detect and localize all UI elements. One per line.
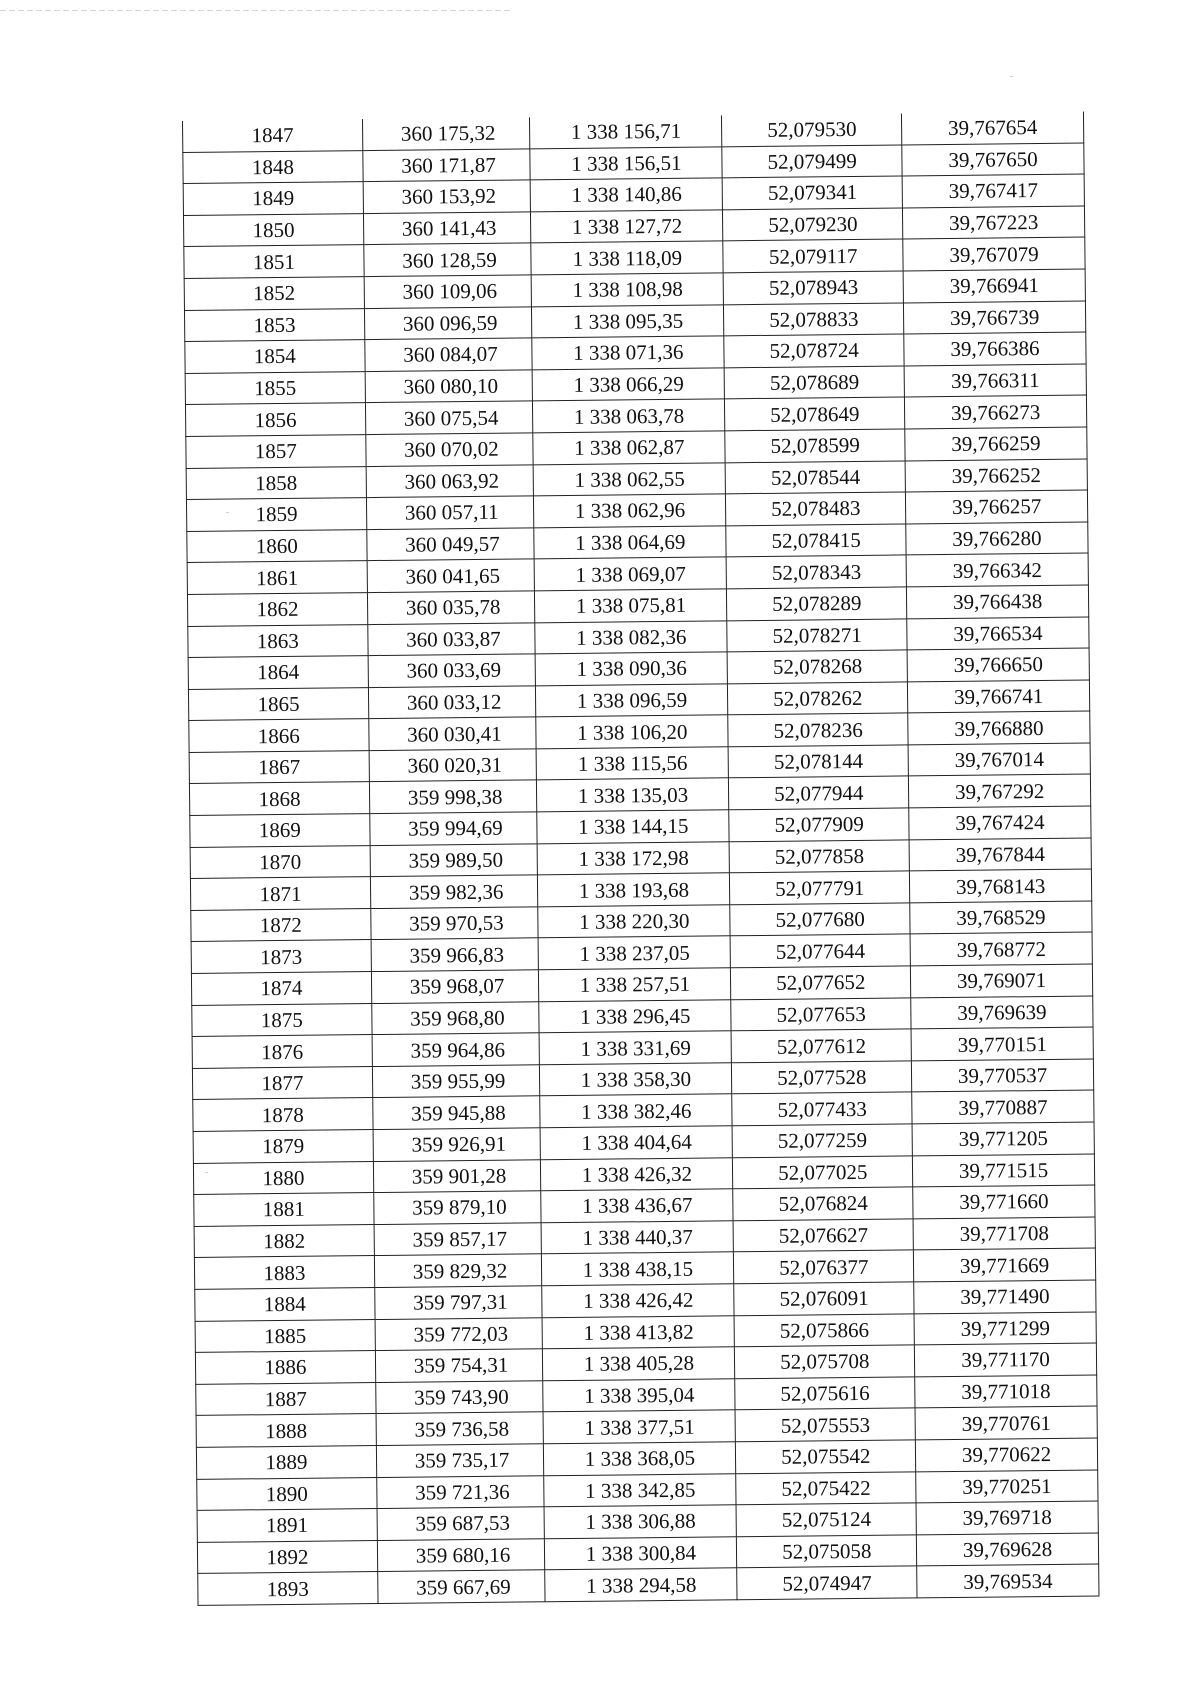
point-number-cell: 1874 bbox=[191, 972, 371, 1005]
latitude-cell: 52,077612 bbox=[731, 1029, 911, 1062]
point-number-cell: 1880 bbox=[193, 1161, 373, 1194]
x-coordinate-cell: 359 857,17 bbox=[374, 1223, 542, 1256]
y-coordinate-cell: 1 338 172,98 bbox=[538, 841, 730, 875]
latitude-cell: 52,078144 bbox=[728, 745, 908, 778]
longitude-cell: 39,766311 bbox=[904, 364, 1086, 397]
x-coordinate-cell: 360 049,57 bbox=[367, 528, 535, 561]
y-coordinate-cell: 1 338 257,51 bbox=[539, 968, 731, 1002]
x-coordinate-cell: 359 955,99 bbox=[372, 1065, 540, 1098]
x-coordinate-cell: 360 171,87 bbox=[363, 148, 531, 181]
longitude-cell: 39,771708 bbox=[913, 1217, 1095, 1250]
longitude-cell: 39,769639 bbox=[911, 996, 1093, 1029]
point-number-cell: 1851 bbox=[184, 245, 364, 278]
longitude-cell: 39,771515 bbox=[913, 1154, 1095, 1187]
longitude-cell: 39,766280 bbox=[906, 522, 1088, 555]
scan-speck bbox=[1010, 76, 1013, 77]
x-coordinate-cell: 359 982,36 bbox=[370, 875, 538, 908]
latitude-cell: 52,077653 bbox=[731, 998, 911, 1031]
point-number-cell: 1857 bbox=[186, 435, 366, 468]
latitude-cell: 52,075124 bbox=[736, 1503, 916, 1536]
point-number-cell: 1891 bbox=[197, 1509, 377, 1542]
y-coordinate-cell: 1 338 237,05 bbox=[539, 936, 731, 970]
longitude-cell: 39,771205 bbox=[912, 1122, 1094, 1155]
latitude-cell: 52,077644 bbox=[730, 934, 910, 967]
longitude-cell: 39,770151 bbox=[911, 1027, 1093, 1060]
point-number-cell: 1872 bbox=[191, 908, 371, 941]
x-coordinate-cell: 360 020,31 bbox=[369, 749, 537, 782]
x-coordinate-cell: 359 966,83 bbox=[371, 938, 539, 971]
latitude-cell: 52,079499 bbox=[722, 145, 902, 178]
longitude-cell: 39,771299 bbox=[914, 1312, 1096, 1345]
point-number-cell: 1855 bbox=[185, 371, 365, 404]
point-number-cell: 1881 bbox=[194, 1193, 374, 1226]
y-coordinate-cell: 1 338 300,84 bbox=[545, 1536, 737, 1570]
x-coordinate-cell: 359 680,16 bbox=[377, 1538, 545, 1571]
point-number-cell: 1848 bbox=[183, 150, 363, 183]
latitude-cell: 52,077259 bbox=[732, 1124, 912, 1157]
point-number-cell: 1870 bbox=[190, 845, 370, 878]
longitude-cell: 39,771660 bbox=[913, 1185, 1095, 1218]
latitude-cell: 52,077944 bbox=[729, 776, 909, 809]
latitude-cell: 52,079117 bbox=[723, 239, 903, 272]
longitude-cell: 39,767424 bbox=[909, 806, 1091, 839]
point-number-cell: 1886 bbox=[195, 1351, 375, 1384]
x-coordinate-cell: 360 153,92 bbox=[363, 180, 531, 213]
longitude-cell: 39,767223 bbox=[903, 206, 1085, 239]
longitude-cell: 39,771490 bbox=[914, 1280, 1096, 1313]
latitude-cell: 52,076091 bbox=[734, 1282, 914, 1315]
point-number-cell: 1883 bbox=[194, 1256, 374, 1289]
y-coordinate-cell: 1 338 066,29 bbox=[533, 368, 725, 402]
y-coordinate-cell: 1 338 426,42 bbox=[542, 1284, 734, 1318]
latitude-cell: 52,079230 bbox=[723, 208, 903, 241]
latitude-cell: 52,077652 bbox=[731, 966, 911, 999]
y-coordinate-cell: 1 338 220,30 bbox=[538, 905, 730, 939]
longitude-cell: 39,767654 bbox=[902, 112, 1084, 145]
latitude-cell: 52,077909 bbox=[729, 808, 909, 841]
x-coordinate-cell: 360 128,59 bbox=[364, 243, 532, 276]
longitude-cell: 39,767014 bbox=[908, 743, 1090, 776]
latitude-cell: 52,077858 bbox=[729, 840, 909, 873]
x-coordinate-cell: 360 033,69 bbox=[368, 654, 536, 687]
y-coordinate-cell: 1 338 062,87 bbox=[533, 431, 725, 465]
point-number-cell: 1850 bbox=[183, 213, 363, 246]
x-coordinate-cell: 359 964,86 bbox=[372, 1033, 540, 1066]
point-number-cell: 1854 bbox=[185, 340, 365, 373]
coordinates-table-body bbox=[182, 112, 1098, 1606]
x-coordinate-cell: 359 743,90 bbox=[375, 1381, 543, 1414]
longitude-cell: 39,767079 bbox=[903, 237, 1085, 270]
point-number-cell: 1853 bbox=[184, 308, 364, 341]
y-coordinate-cell: 1 338 071,36 bbox=[532, 336, 724, 370]
latitude-cell: 52,078544 bbox=[725, 460, 905, 493]
y-coordinate-cell: 1 338 095,35 bbox=[532, 304, 724, 338]
point-number-cell: 1868 bbox=[189, 782, 369, 815]
x-coordinate-cell: 359 879,10 bbox=[374, 1191, 542, 1224]
latitude-cell: 52,075866 bbox=[734, 1313, 914, 1346]
y-coordinate-cell: 1 338 108,98 bbox=[532, 273, 724, 307]
point-number-cell: 1856 bbox=[185, 403, 365, 436]
longitude-cell: 39,766739 bbox=[904, 301, 1086, 334]
x-coordinate-cell: 359 687,53 bbox=[377, 1507, 545, 1540]
longitude-cell: 39,771170 bbox=[914, 1343, 1096, 1376]
y-coordinate-cell: 1 338 062,55 bbox=[534, 462, 726, 496]
latitude-cell: 52,074947 bbox=[737, 1566, 917, 1599]
point-number-cell: 1861 bbox=[187, 561, 367, 594]
y-coordinate-cell: 1 338 440,37 bbox=[542, 1221, 734, 1255]
longitude-cell: 39,766257 bbox=[906, 490, 1088, 523]
latitude-cell: 52,078689 bbox=[724, 366, 904, 399]
point-number-cell: 1893 bbox=[198, 1572, 378, 1605]
latitude-cell: 52,079341 bbox=[722, 176, 902, 209]
y-coordinate-cell: 1 338 156,71 bbox=[530, 115, 722, 148]
latitude-cell: 52,076627 bbox=[733, 1219, 913, 1252]
y-coordinate-cell: 1 338 296,45 bbox=[539, 999, 731, 1033]
latitude-cell: 52,078415 bbox=[726, 524, 906, 557]
point-number-cell: 1879 bbox=[193, 1130, 373, 1163]
latitude-cell: 52,077528 bbox=[732, 1061, 912, 1094]
longitude-cell: 39,766438 bbox=[907, 585, 1089, 618]
x-coordinate-cell: 359 735,17 bbox=[376, 1444, 544, 1477]
latitude-cell: 52,076377 bbox=[734, 1250, 914, 1283]
longitude-cell: 39,768529 bbox=[910, 901, 1092, 934]
point-number-cell: 1875 bbox=[192, 1003, 372, 1036]
longitude-cell: 39,770537 bbox=[912, 1059, 1094, 1092]
y-coordinate-cell: 1 338 405,28 bbox=[543, 1347, 735, 1381]
latitude-cell: 52,075422 bbox=[736, 1471, 916, 1504]
x-coordinate-cell: 360 109,06 bbox=[364, 275, 532, 308]
x-coordinate-cell: 359 797,31 bbox=[375, 1286, 543, 1319]
point-number-cell: 1882 bbox=[194, 1224, 374, 1257]
latitude-cell: 52,078833 bbox=[724, 303, 904, 336]
y-coordinate-cell: 1 338 331,69 bbox=[540, 1031, 732, 1065]
point-number-cell: 1849 bbox=[183, 182, 363, 215]
latitude-cell: 52,078483 bbox=[726, 492, 906, 525]
point-number-cell: 1890 bbox=[197, 1477, 377, 1510]
y-coordinate-cell: 1 338 082,36 bbox=[535, 620, 727, 654]
x-coordinate-cell: 359 945,88 bbox=[373, 1096, 541, 1129]
y-coordinate-cell: 1 338 144,15 bbox=[537, 810, 729, 844]
y-coordinate-cell: 1 338 306,88 bbox=[544, 1505, 736, 1539]
latitude-cell: 52,078724 bbox=[724, 334, 904, 367]
x-coordinate-cell: 360 175,32 bbox=[362, 117, 530, 150]
longitude-cell: 39,769628 bbox=[916, 1533, 1098, 1566]
x-coordinate-cell: 359 994,69 bbox=[370, 812, 538, 845]
longitude-cell: 39,766534 bbox=[907, 617, 1089, 650]
latitude-cell: 52,078599 bbox=[725, 429, 905, 462]
longitude-cell: 39,766273 bbox=[905, 395, 1087, 428]
longitude-cell: 39,767292 bbox=[909, 774, 1091, 807]
longitude-cell: 39,767650 bbox=[902, 143, 1084, 176]
y-coordinate-cell: 1 338 294,58 bbox=[545, 1568, 737, 1602]
latitude-cell: 52,078236 bbox=[728, 713, 908, 746]
x-coordinate-cell: 360 084,07 bbox=[365, 338, 533, 371]
x-coordinate-cell: 360 033,12 bbox=[368, 686, 536, 719]
longitude-cell: 39,771669 bbox=[914, 1248, 1096, 1281]
y-coordinate-cell: 1 338 404,64 bbox=[541, 1126, 733, 1160]
longitude-cell: 39,766259 bbox=[905, 427, 1087, 460]
latitude-cell: 52,077433 bbox=[732, 1092, 912, 1125]
x-coordinate-cell: 359 968,07 bbox=[371, 970, 539, 1003]
x-coordinate-cell: 360 057,11 bbox=[366, 496, 534, 529]
point-number-cell: 1873 bbox=[191, 940, 371, 973]
x-coordinate-cell: 360 030,41 bbox=[369, 717, 537, 750]
y-coordinate-cell: 1 338 426,32 bbox=[541, 1157, 733, 1191]
y-coordinate-cell: 1 338 193,68 bbox=[538, 873, 730, 907]
y-coordinate-cell: 1 338 413,82 bbox=[543, 1315, 735, 1349]
y-coordinate-cell: 1 338 438,15 bbox=[542, 1252, 734, 1286]
point-number-cell: 1889 bbox=[196, 1445, 376, 1478]
longitude-cell: 39,769534 bbox=[917, 1564, 1099, 1597]
point-number-cell: 1852 bbox=[184, 277, 364, 310]
point-number-cell: 1865 bbox=[188, 687, 368, 720]
longitude-cell: 39,766342 bbox=[906, 553, 1088, 586]
latitude-cell: 52,078943 bbox=[723, 271, 903, 304]
x-coordinate-cell: 359 968,80 bbox=[372, 1001, 540, 1034]
point-number-cell: 1884 bbox=[195, 1288, 375, 1321]
longitude-cell: 39,767417 bbox=[902, 174, 1084, 207]
y-coordinate-cell: 1 338 075,81 bbox=[535, 589, 727, 623]
longitude-cell: 39,771018 bbox=[915, 1375, 1097, 1408]
scan-edge-mark bbox=[0, 10, 510, 11]
longitude-cell: 39,767844 bbox=[909, 838, 1091, 871]
x-coordinate-cell: 359 772,03 bbox=[375, 1317, 543, 1350]
point-number-cell: 1871 bbox=[190, 877, 370, 910]
longitude-cell: 39,770887 bbox=[912, 1090, 1094, 1123]
latitude-cell: 52,077025 bbox=[733, 1156, 913, 1189]
longitude-cell: 39,769071 bbox=[911, 964, 1093, 997]
point-number-cell: 1876 bbox=[192, 1035, 372, 1068]
x-coordinate-cell: 359 901,28 bbox=[373, 1159, 541, 1192]
point-number-cell: 1859 bbox=[186, 498, 366, 531]
y-coordinate-cell: 1 338 395,04 bbox=[543, 1379, 735, 1413]
longitude-cell: 39,766252 bbox=[905, 459, 1087, 492]
latitude-cell: 52,079530 bbox=[722, 113, 902, 146]
x-coordinate-cell: 360 080,10 bbox=[365, 370, 533, 403]
y-coordinate-cell: 1 338 342,85 bbox=[544, 1473, 736, 1507]
longitude-cell: 39,770251 bbox=[916, 1470, 1098, 1503]
latitude-cell: 52,077791 bbox=[730, 871, 910, 904]
point-number-cell: 1885 bbox=[195, 1319, 375, 1352]
latitude-cell: 52,077680 bbox=[730, 903, 910, 936]
latitude-cell: 52,075542 bbox=[736, 1440, 916, 1473]
y-coordinate-cell: 1 338 127,72 bbox=[531, 210, 723, 244]
latitude-cell: 52,075058 bbox=[737, 1535, 917, 1568]
x-coordinate-cell: 360 041,65 bbox=[367, 559, 535, 592]
y-coordinate-cell: 1 338 135,03 bbox=[537, 778, 729, 812]
longitude-cell: 39,768772 bbox=[910, 932, 1092, 965]
x-coordinate-cell: 360 096,59 bbox=[364, 306, 532, 339]
x-coordinate-cell: 359 736,58 bbox=[376, 1412, 544, 1445]
point-number-cell: 1858 bbox=[186, 466, 366, 499]
y-coordinate-cell: 1 338 069,07 bbox=[535, 557, 727, 591]
latitude-cell: 52,078649 bbox=[725, 397, 905, 430]
y-coordinate-cell: 1 338 090,36 bbox=[536, 652, 728, 686]
x-coordinate-cell: 359 970,53 bbox=[371, 907, 539, 940]
y-coordinate-cell: 1 338 062,96 bbox=[534, 494, 726, 528]
x-coordinate-cell: 360 070,02 bbox=[366, 433, 534, 466]
point-number-cell: 1877 bbox=[192, 1066, 372, 1099]
point-number-cell: 1862 bbox=[187, 592, 367, 625]
y-coordinate-cell: 1 338 156,51 bbox=[530, 146, 722, 180]
latitude-cell: 52,076824 bbox=[733, 1187, 913, 1220]
latitude-cell: 52,075616 bbox=[735, 1377, 915, 1410]
x-coordinate-cell: 359 829,32 bbox=[374, 1254, 542, 1287]
longitude-cell: 39,769718 bbox=[916, 1501, 1098, 1534]
x-coordinate-cell: 360 035,78 bbox=[367, 591, 535, 624]
longitude-cell: 39,770761 bbox=[915, 1406, 1097, 1439]
point-number-cell: 1869 bbox=[190, 814, 370, 847]
y-coordinate-cell: 1 338 358,30 bbox=[540, 1063, 732, 1097]
point-number-cell: 1888 bbox=[196, 1414, 376, 1447]
longitude-cell: 39,766941 bbox=[903, 269, 1085, 302]
point-number-cell: 1867 bbox=[189, 750, 369, 783]
x-coordinate-cell: 360 063,92 bbox=[366, 464, 534, 497]
y-coordinate-cell: 1 338 096,59 bbox=[536, 684, 728, 718]
point-number-cell: 1887 bbox=[196, 1382, 376, 1415]
y-coordinate-cell: 1 338 377,51 bbox=[543, 1410, 735, 1444]
latitude-cell: 52,075708 bbox=[735, 1345, 915, 1378]
point-number-cell: 1847 bbox=[182, 119, 362, 152]
y-coordinate-cell: 1 338 063,78 bbox=[533, 399, 725, 433]
latitude-cell: 52,078262 bbox=[728, 682, 908, 715]
x-coordinate-cell: 360 075,54 bbox=[365, 401, 533, 434]
y-coordinate-cell: 1 338 140,86 bbox=[531, 178, 723, 212]
point-number-cell: 1860 bbox=[187, 529, 367, 562]
point-number-cell: 1866 bbox=[189, 719, 369, 752]
x-coordinate-cell: 359 926,91 bbox=[373, 1128, 541, 1161]
longitude-cell: 39,768143 bbox=[910, 869, 1092, 902]
x-coordinate-cell: 359 721,36 bbox=[376, 1475, 544, 1508]
longitude-cell: 39,770622 bbox=[915, 1438, 1097, 1471]
point-number-cell: 1878 bbox=[193, 1098, 373, 1131]
y-coordinate-cell: 1 338 436,67 bbox=[541, 1189, 733, 1223]
latitude-cell: 52,075553 bbox=[735, 1408, 915, 1441]
latitude-cell: 52,078271 bbox=[727, 618, 907, 651]
point-number-cell: 1863 bbox=[188, 624, 368, 657]
y-coordinate-cell: 1 338 106,20 bbox=[536, 715, 728, 749]
coordinates-table bbox=[182, 112, 1100, 1606]
y-coordinate-cell: 1 338 064,69 bbox=[534, 526, 726, 560]
longitude-cell: 39,766386 bbox=[904, 332, 1086, 365]
latitude-cell: 52,078289 bbox=[727, 587, 907, 620]
point-number-cell: 1864 bbox=[188, 656, 368, 689]
longitude-cell: 39,766650 bbox=[907, 648, 1089, 681]
longitude-cell: 39,766741 bbox=[908, 680, 1090, 713]
y-coordinate-cell: 1 338 368,05 bbox=[544, 1442, 736, 1476]
longitude-cell: 39,766880 bbox=[908, 711, 1090, 744]
y-coordinate-cell: 1 338 118,09 bbox=[531, 241, 723, 275]
x-coordinate-cell: 359 989,50 bbox=[370, 843, 538, 876]
x-coordinate-cell: 360 141,43 bbox=[363, 212, 531, 245]
y-coordinate-cell: 1 338 382,46 bbox=[540, 1094, 732, 1128]
x-coordinate-cell: 359 754,31 bbox=[375, 1349, 543, 1382]
x-coordinate-cell: 359 998,38 bbox=[369, 780, 537, 813]
latitude-cell: 52,078268 bbox=[727, 650, 907, 683]
y-coordinate-cell: 1 338 115,56 bbox=[537, 747, 729, 781]
x-coordinate-cell: 359 667,69 bbox=[377, 1570, 545, 1603]
latitude-cell: 52,078343 bbox=[726, 555, 906, 588]
x-coordinate-cell: 360 033,87 bbox=[368, 622, 536, 655]
point-number-cell: 1892 bbox=[197, 1540, 377, 1573]
